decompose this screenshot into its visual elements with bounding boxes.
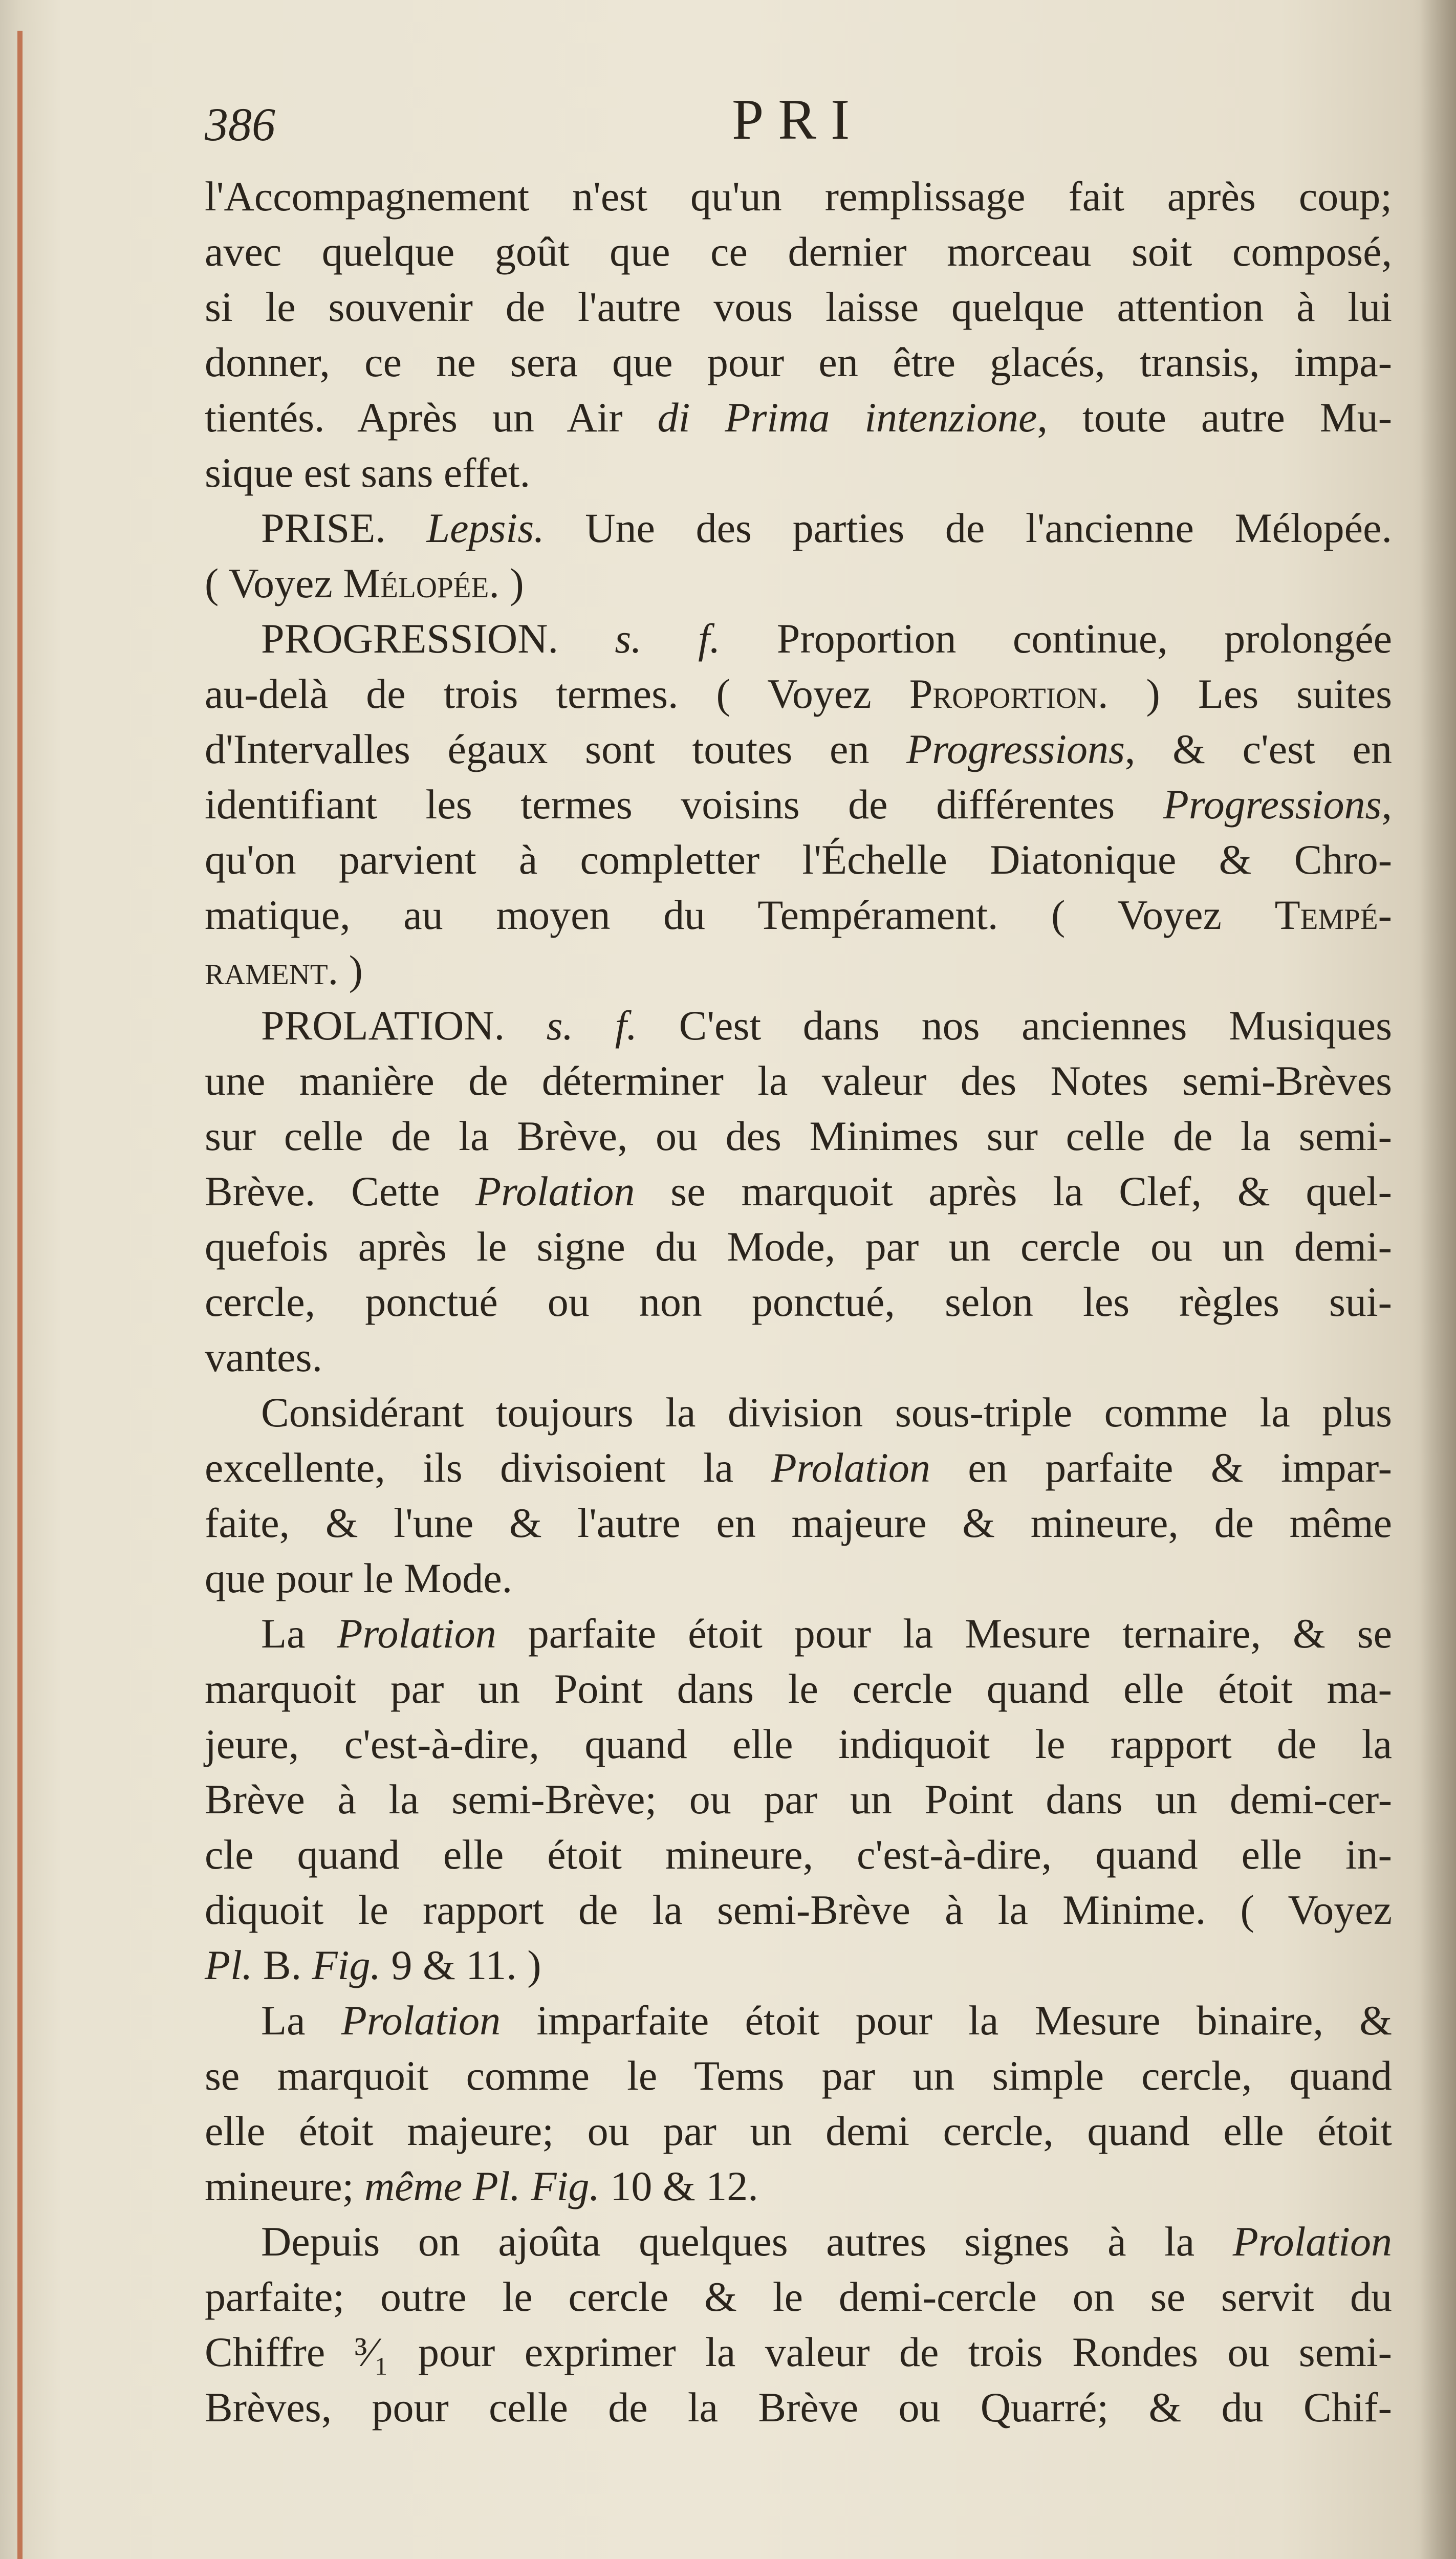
text-segment: imparfaite étoit pour la Mesure binaire, & [501, 1997, 1392, 2044]
small-caps-text: Proportion. [909, 670, 1109, 717]
text-segment: Considérant toujours la division sous-triple comme la plus [261, 1389, 1392, 1436]
text-line [205, 1772, 1392, 1827]
italic-text: Lepsis. [426, 505, 545, 551]
text-segment: Chiffre ³⁄₁ pour exprimer la valeur de trois Rondes ou semi- [205, 2329, 1392, 2375]
text-line [205, 611, 1392, 666]
text-segment: cle quand elle étoit mineure, c'est-à-dire, quand elle in- [205, 1831, 1392, 1878]
italic-text: Prolation [337, 1610, 496, 1657]
text-line [205, 1606, 1392, 1661]
text-segment: La [261, 1610, 337, 1657]
text-segment: diquoit le rapport de la semi-Brève à la Minime. ( Voyez [205, 1886, 1392, 1933]
italic-text: di Prima intenzione [657, 394, 1037, 441]
text-segment: excellente, ils divisoient la [205, 1444, 771, 1491]
italic-text: Progressions [906, 726, 1125, 772]
italic-text: même Pl. Fig. [364, 2163, 600, 2209]
text-segment: jeure, c'est-à-dire, quand elle indiquoit le rapport de la [205, 1721, 1392, 1767]
text-segment: B. [252, 1942, 312, 1988]
text-line [205, 2325, 1392, 2380]
text-segment: sique est sans effet. [205, 449, 531, 496]
text-segment: ) [338, 947, 363, 993]
text-line [205, 390, 1392, 445]
text-segment: vantes. [205, 1334, 322, 1380]
text-segment: mineure; [205, 2163, 364, 2209]
text-line [205, 1109, 1392, 1164]
page-gutter-shadow [1420, 0, 1456, 2559]
text-segment: PROLATION. [261, 1002, 547, 1049]
text-line [205, 2103, 1392, 2159]
body-text [205, 169, 1397, 2435]
text-line [205, 1717, 1392, 1772]
text-segment: au-delà de trois termes. ( Voyez [205, 670, 909, 717]
italic-text: Fig. [312, 1942, 381, 1988]
text-line [205, 2159, 1392, 2214]
text-segment: identifiant les termes voisins de différentes [205, 781, 1163, 828]
text-line [205, 2380, 1392, 2435]
italic-text: Pl. [205, 1942, 253, 1988]
text-line [205, 1274, 1392, 1330]
text-segment: cercle, ponctué ou non ponctué, selon les règles sui- [205, 1278, 1392, 1325]
text-segment: se marquoit après la Clef, & quel- [635, 1168, 1392, 1215]
text-line [205, 1827, 1392, 1882]
text-line [205, 169, 1392, 224]
text-line [205, 335, 1392, 390]
text-segment: l'Accompagnement n'est qu'un remplissage fait après coup; [205, 173, 1392, 220]
text-line [205, 998, 1392, 1053]
page-header [205, 87, 1397, 159]
text-line [205, 666, 1392, 722]
text-segment: matique, au moyen du Tempérament. ( Voyez [205, 892, 1275, 938]
text-line [205, 1938, 1392, 1993]
text-segment: donner, ce ne sera que pour en être glacés, transis, impa- [205, 339, 1392, 385]
text-line [205, 1495, 1392, 1551]
text-segment: se marquoit comme le Tems par un simple cercle, quand [205, 2052, 1392, 2099]
text-segment: en parfaite & impar- [930, 1444, 1392, 1491]
page-edge-left [17, 31, 23, 2559]
text-segment: , toute autre Mu- [1037, 394, 1392, 441]
text-segment: , & c'est en [1124, 726, 1393, 772]
page-number: 386 [205, 98, 275, 150]
text-segment: faite, & l'une & l'autre en majeure & mineure, de même [205, 1500, 1392, 1546]
text-line [205, 1219, 1392, 1274]
text-segment: C'est dans nos anciennes Musiques [637, 1002, 1392, 1049]
text-segment: une manière de déterminer la valeur des Notes semi-Brèves [205, 1057, 1392, 1104]
text-line [205, 777, 1392, 832]
small-caps-text: Tempé- [1274, 892, 1392, 938]
text-segment: PROGRESSION. [261, 615, 615, 662]
text-line [205, 501, 1392, 556]
text-line [205, 1385, 1392, 1440]
text-line [205, 1661, 1392, 1717]
text-segment: ) [499, 560, 524, 606]
italic-text: Prolation [771, 1444, 930, 1491]
text-segment: Proportion continue, prolongée [720, 615, 1392, 662]
text-segment: avec quelque goût que ce dernier morceau soit composé, [205, 228, 1392, 275]
text-line [205, 1164, 1392, 1219]
text-segment: tientés. Après un Air [205, 394, 658, 441]
text-segment: elle étoit majeure; ou par un demi cercle, quand elle étoit [205, 2108, 1392, 2154]
text-line [205, 832, 1392, 887]
italic-text: s. f. [615, 615, 721, 662]
small-caps-text: Mélopée. [343, 560, 499, 606]
text-segment: Brève. Cette [205, 1168, 476, 1215]
text-segment: sur celle de la Brève, ou des Minimes sur celle de la semi- [205, 1113, 1392, 1159]
text-line [205, 943, 1392, 998]
text-segment: parfaite; outre le cercle & le demi-cercle on se servit du [205, 2273, 1392, 2320]
text-segment: ) Les suites [1108, 670, 1392, 717]
italic-text: Prolation [341, 1997, 501, 2044]
text-line [205, 2048, 1392, 2103]
text-line [205, 1053, 1392, 1109]
text-line [205, 2269, 1392, 2325]
text-line [205, 1993, 1392, 2048]
text-segment: Depuis on ajoûta quelques autres signes à la [261, 2218, 1233, 2265]
text-segment: quefois après le signe du Mode, par un cercle ou un demi- [205, 1223, 1392, 1270]
text-line [205, 1551, 1392, 1606]
text-segment: , [1381, 781, 1392, 828]
text-line [205, 887, 1392, 943]
text-line [205, 722, 1392, 777]
text-segment: Brèves, pour celle de la Brève ou Quarré; & du Chif- [205, 2384, 1392, 2431]
text-segment: si le souvenir de l'autre vous laisse quelque attention à lui [205, 284, 1392, 330]
small-caps-text: rament. [205, 947, 339, 993]
text-segment: 10 & 12. [599, 2163, 758, 2209]
text-segment: parfaite étoit pour la Mesure ternaire, & se [496, 1610, 1393, 1657]
italic-text: Progressions [1163, 781, 1382, 828]
text-line [205, 1882, 1392, 1938]
text-line [205, 556, 1392, 611]
text-line [205, 224, 1392, 279]
text-line [205, 279, 1392, 335]
text-segment: La [261, 1997, 341, 2044]
text-segment: Brève à la semi-Brève; ou par un Point dans un demi-cer- [205, 1776, 1392, 1823]
text-segment: 9 & 11. ) [380, 1942, 541, 1988]
italic-text: s. f. [546, 1002, 637, 1049]
text-segment: que pour le Mode. [205, 1555, 513, 1601]
text-segment: ( Voyez [205, 560, 343, 606]
text-line [205, 1440, 1392, 1495]
text-segment: Une des parties de l'ancienne Mélopée. [544, 505, 1392, 551]
text-segment: marquoit par un Point dans le cercle quand elle étoit ma- [205, 1665, 1392, 1712]
text-segment: d'Intervalles égaux sont toutes en [205, 726, 907, 772]
italic-text: Prolation [1232, 2218, 1392, 2265]
book-page [205, 87, 1397, 2435]
text-line [205, 2214, 1392, 2269]
italic-text: Prolation [475, 1168, 635, 1215]
text-line [205, 445, 1392, 501]
running-head: PRI [732, 88, 864, 151]
text-line [205, 1330, 1392, 1385]
text-segment: qu'on parvient à completter l'Échelle Diatonique & Chro- [205, 836, 1392, 883]
text-segment: PRISE. [261, 505, 427, 551]
